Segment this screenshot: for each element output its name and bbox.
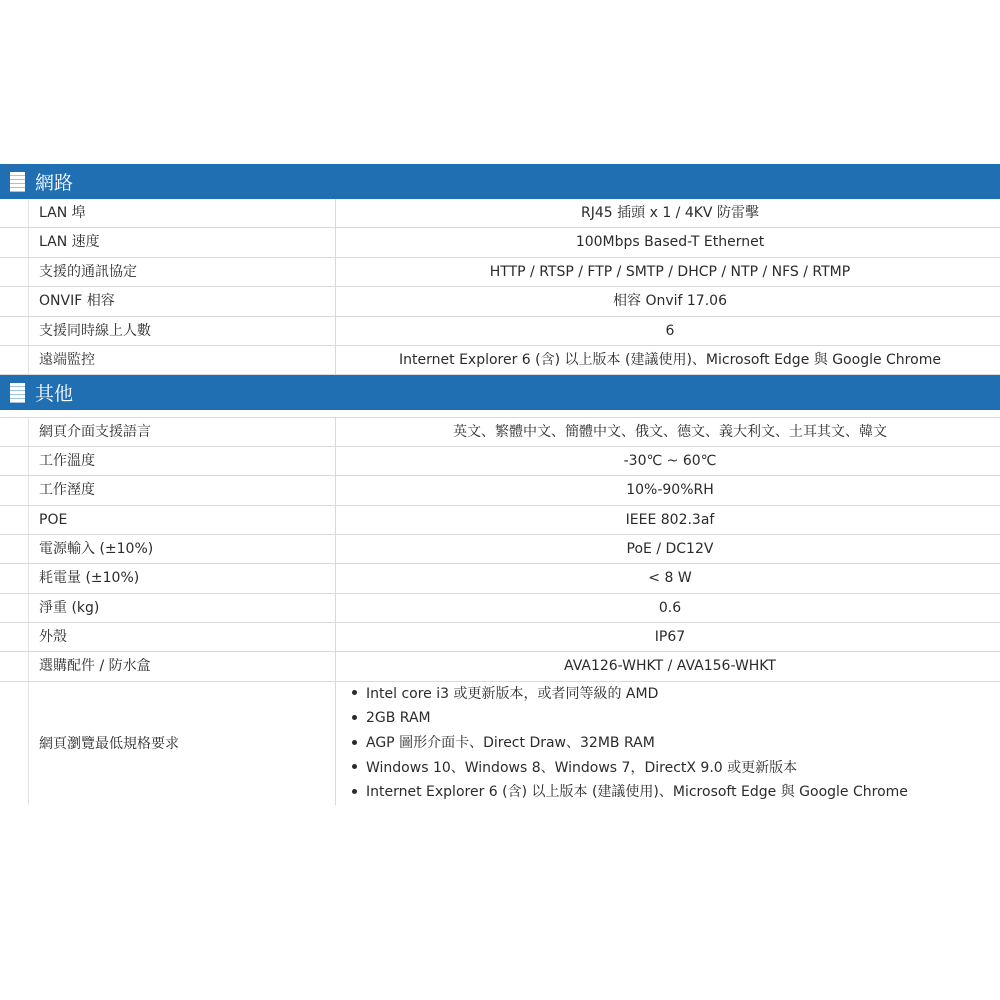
requirement-text: Windows 10、Windows 8、Windows 7，DirectX 9.0 或更新版本 bbox=[366, 759, 798, 776]
spec-row bbox=[0, 594, 1000, 623]
requirement-text: Internet Explorer 6 (含) 以上版本 (建議使用)、Microsoft Edge 與 Google Chrome bbox=[366, 784, 908, 801]
spec-label: 淨重 (kg) bbox=[28, 594, 336, 622]
spec-value: Internet Explorer 6 (含) 以上版本 (建議使用)、Microsoft Edge 與 Google Chrome bbox=[399, 351, 941, 368]
spec-label: 耗電量 (±10%) bbox=[28, 564, 336, 592]
section-bar-icon bbox=[10, 172, 25, 192]
spec-label: 網頁瀏覽最低規格要求 bbox=[28, 682, 336, 805]
requirements-list bbox=[336, 682, 1000, 805]
bullet-icon bbox=[352, 690, 357, 695]
spec-value: 0.6 bbox=[658, 599, 682, 616]
requirements-row bbox=[0, 682, 1000, 805]
spec-value: 100Mbps Based-T Ethernet bbox=[575, 234, 765, 251]
requirement-text: 2GB RAM bbox=[366, 710, 431, 727]
spec-value: RJ45 插頭 x 1 / 4KV 防雷擊 bbox=[581, 205, 759, 221]
spec-value: < 8 W bbox=[648, 570, 692, 587]
spec-label: 支援的通訊協定 bbox=[28, 258, 336, 286]
spec-label: 外殼 bbox=[28, 623, 336, 651]
spec-label: 支援同時線上人數 bbox=[28, 317, 336, 345]
list-item bbox=[352, 731, 1000, 756]
network-table bbox=[0, 199, 1000, 375]
spec-label: LAN 埠 bbox=[28, 199, 336, 227]
spec-label: 選購配件 / 防水盒 bbox=[28, 652, 336, 680]
spec-value: AVA126-WHKT / AVA156-WHKT bbox=[564, 658, 776, 675]
spec-label: 工作溼度 bbox=[28, 476, 336, 504]
list-item bbox=[352, 706, 1000, 731]
spec-value: 6 bbox=[665, 322, 675, 339]
spec-row bbox=[0, 476, 1000, 505]
spec-value: IEEE 802.3af bbox=[625, 511, 715, 528]
spec-row bbox=[0, 317, 1000, 346]
spec-row bbox=[0, 199, 1000, 228]
spec-value: PoE / DC12V bbox=[626, 540, 714, 557]
requirement-text: AGP 圖形介面卡、Direct Draw、32MB RAM bbox=[366, 735, 655, 752]
spec-label: LAN 速度 bbox=[28, 228, 336, 256]
spec-label: POE bbox=[28, 506, 336, 534]
list-item bbox=[352, 780, 1000, 805]
requirement-text: Intel core i3 或更新版本，或者同等級的 AMD bbox=[366, 685, 659, 702]
spec-label: 工作溫度 bbox=[28, 447, 336, 475]
bullet-icon bbox=[352, 764, 357, 769]
bullet-icon bbox=[352, 740, 357, 745]
spec-row bbox=[0, 506, 1000, 535]
spec-value: 英文、繁體中文、簡體中文、俄文、德文、義大利文、土耳其文、韓文 bbox=[453, 424, 887, 441]
spec-row bbox=[0, 258, 1000, 287]
spec-row bbox=[0, 346, 1000, 375]
spec-label: ONVIF 相容 bbox=[28, 287, 336, 315]
spec-label: 遠端監控 bbox=[28, 346, 336, 374]
section-header-other bbox=[0, 375, 1000, 410]
list-item bbox=[352, 682, 1000, 707]
section-header-network bbox=[0, 164, 1000, 199]
spec-row bbox=[0, 564, 1000, 593]
spec-value: -30℃ ~ 60℃ bbox=[623, 452, 717, 469]
spec-label: 網頁介面支援語言 bbox=[28, 418, 336, 445]
spec-row bbox=[0, 447, 1000, 476]
spec-row bbox=[0, 228, 1000, 257]
spec-value: HTTP / RTSP / FTP / SMTP / DHCP / NTP / NFS / RTMP bbox=[489, 263, 851, 280]
section-title: 網路 bbox=[35, 172, 74, 194]
spec-sheet bbox=[0, 164, 1000, 805]
spec-row bbox=[0, 535, 1000, 564]
spec-row bbox=[0, 623, 1000, 652]
spec-label: 電源輸入 (±10%) bbox=[28, 535, 336, 563]
section-title: 其他 bbox=[35, 383, 74, 406]
spec-row bbox=[0, 417, 1000, 446]
spec-row bbox=[0, 287, 1000, 316]
other-table bbox=[0, 410, 1000, 805]
spec-value: 10%-90%RH bbox=[626, 482, 714, 499]
section-bar-icon bbox=[10, 383, 25, 403]
list-item bbox=[352, 756, 1000, 781]
bullet-icon bbox=[352, 715, 357, 720]
spec-value: 相容 Onvif 17.06 bbox=[613, 293, 727, 310]
spec-value: IP67 bbox=[654, 629, 686, 646]
bullet-icon bbox=[352, 789, 357, 794]
spec-row bbox=[0, 652, 1000, 681]
